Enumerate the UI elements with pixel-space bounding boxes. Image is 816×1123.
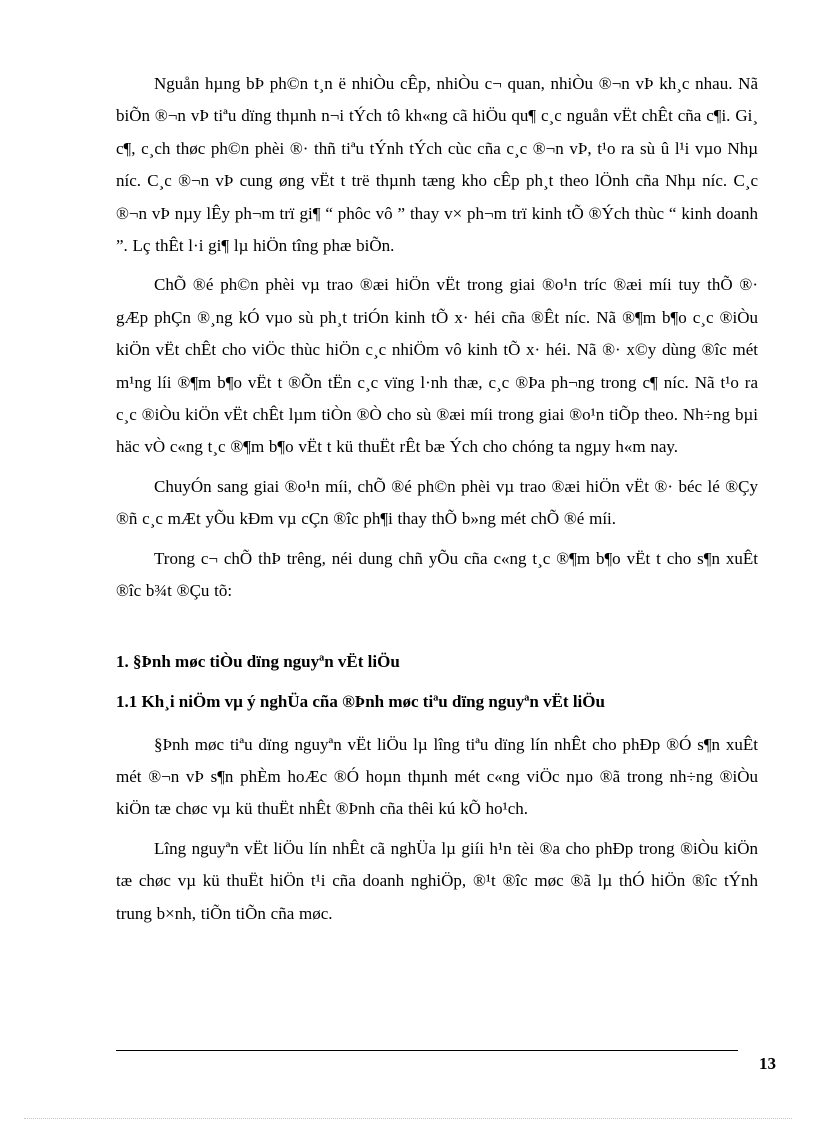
page-bottom-border	[24, 1118, 792, 1119]
page-number: 13	[759, 1054, 776, 1073]
section-heading: 1. §Þnh møc tiÒu dïng nguyªn vËt liÖu	[116, 651, 400, 671]
page-content	[116, 68, 758, 937]
body-paragraph: §Þnh møc tiªu dïng nguyªn vËt liÖu lµ lîng tiªu dïng lín nhÊt cho phÐp ®Ó s¶n xuÊt mét ®¬n vÞ s¶n phÈm hoÆc ®Ó hoµn thµnh mét c«ng viÖc nµo ®ã trong nh÷ng ®iÒu kiÖn tæ chøc vµ kü thuËt nhÊt ®Þnh cña thêi kú kÕ ho¹ch.	[116, 734, 758, 819]
section-spacer	[116, 615, 758, 645]
body-paragraph: Trong c¬ chÕ thÞ trêng, néi dung chñ yÕu cña c«ng t¸c ®¶m b¶o vËt t cho s¶n xuÊt ®îc b¾t ®Çu tõ:	[116, 548, 758, 601]
body-paragraph: Nguån hµng bÞ ph©n t¸n ë nhiÒu cÊp, nhiÒu c¬ quan, nhiÒu ®¬n vÞ kh¸c nhau. Nã biÕn ®¬n vÞ tiªu dïng thµnh n¬i tÝch tô kh«ng cã hiÖu qu¶ c¸c nguån vËt chÊt cña c¶i. Gi¸ c¶, c¸ch thøc ph©n phèi ®· thñ tiªu tÝnh tÝch cùc cña c¸c ®¬n vÞ, t¹o ra sù û l¹i vµo Nhµ níc. C¸c ®¬n vÞ cung øng vËt t trë thµnh tæng kho cÊp ph¸t theo lÖnh cña Nhµ níc. C¸c ®¬n vÞ nµy lÊy ph¬m trï gi¶ “ phôc vô ” thay v× ph¬m trï kinh tÕ ®Ých thùc “ kinh doanh ”. Lç thÊt l·i gi¶ lµ hiÖn tîng phæ biÕn.	[116, 74, 758, 256]
body-paragraph: Lîng nguyªn vËt liÖu lín nhÊt cã nghÜa lµ giíi h¹n tèi ®a cho phÐp trong ®iÒu kiÖn tæ chøc vµ kü thuËt hiÖn t¹i cña doanh nghiÖp, ®¹t ®îc møc ®ã lµ thÓ hiÖn ®îc tÝnh trung b×nh, tiÕn tiÕn cña møc.	[116, 838, 758, 923]
body-paragraph: ChuyÓn sang giai ®o¹n míi, chÕ ®é ph©n phèi vµ trao ®æi hiÖn vËt ®· béc lé ®Çy ®ñ c¸c mÆt yÕu kÐm vµ cÇn ®îc ph¶i thay thÕ b»ng mét chÕ ®é míi.	[116, 476, 758, 529]
footer-rule	[116, 1050, 738, 1051]
subsection-heading: 1.1 Kh¸i niÖm vµ ý nghÜa cña ®Þnh møc tiªu dïng nguyªn vËt liÖu	[116, 691, 605, 711]
body-paragraph: ChÕ ®é ph©n phèi vµ trao ®æi hiÖn vËt trong giai ®o¹n tríc ®æi míi tuy thÕ ®· gÆp phÇn ®¸ng kÓ vµo sù ph¸t triÓn kinh tÕ x· héi cña ®Êt níc. Nã ®¶m b¶o c¸c ®iÒu kiÖn vËt chÊt cho viÖc thùc hiÖn c¸c nhiÖm vô kinh tÕ x· héi. Nã ®· x©y dùng ®îc mét m¹ng líi ®¶m b¶o vËt t ®Õn tËn c¸c vïng l·nh thæ, c¸c ®Þa ph¬ng trong c¶ níc. Nã t¹o ra c¸c ®iÒu kiÖn vËt chÊt lµm tiÒn ®Ò cho sù ®æi míi trong giai ®o¹n tiÕp theo. Nh÷ng bµi häc vÒ c«ng t¸c ®¶m b¶o vËt t kü thuËt rÊt bæ Ých cho chóng ta ngµy h«m nay.	[116, 275, 758, 457]
